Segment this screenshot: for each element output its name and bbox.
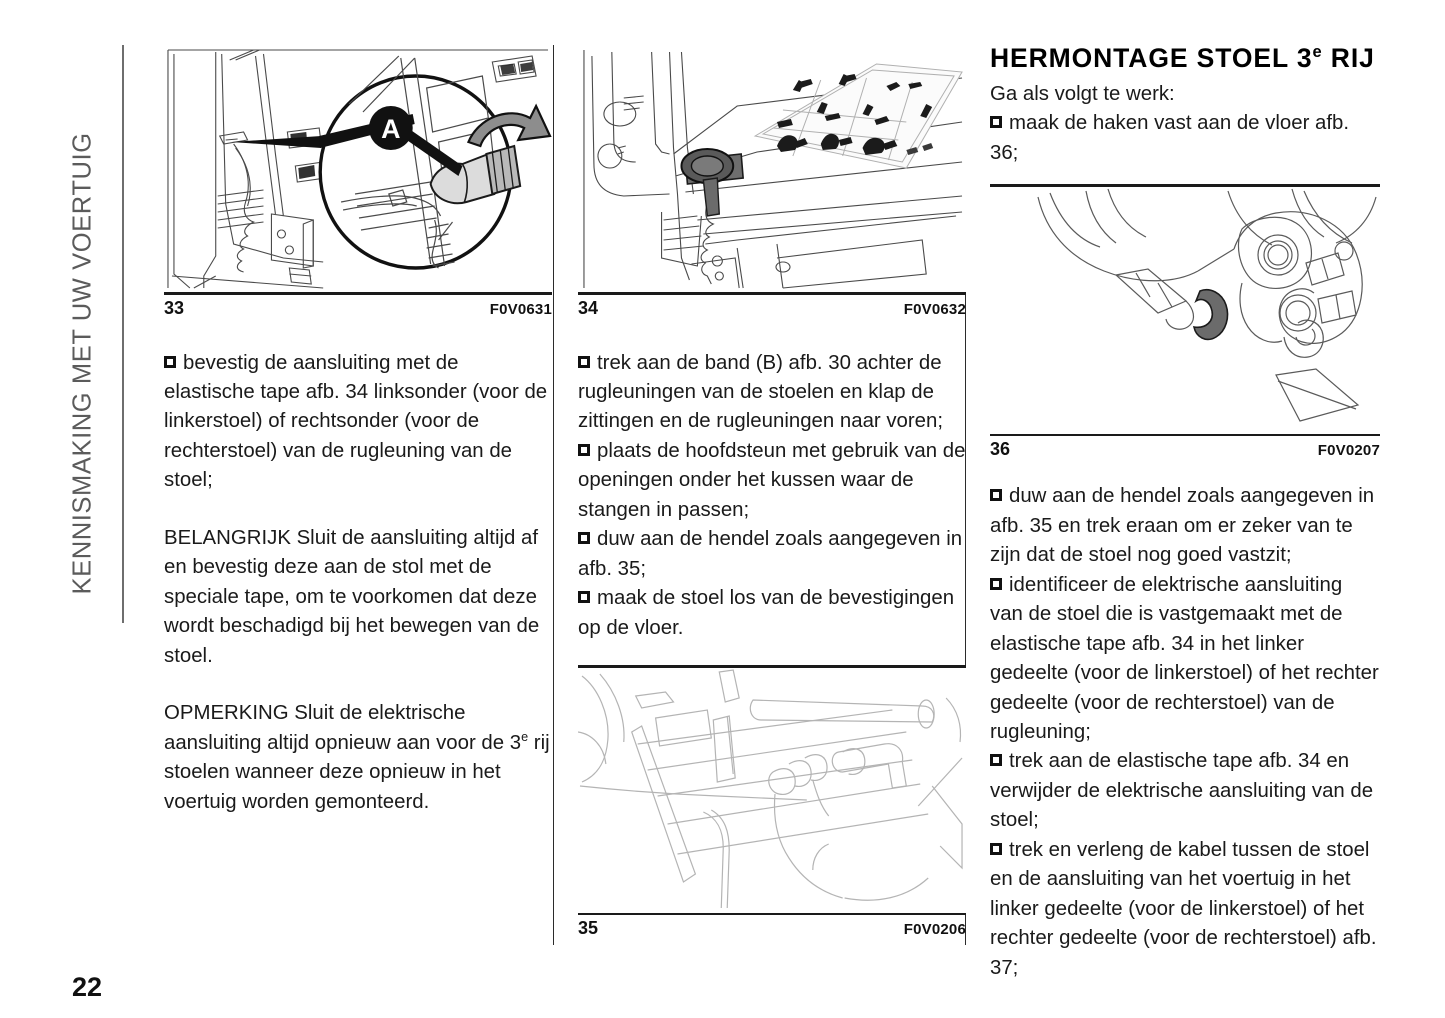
column3-bullet-1 [990, 482, 1380, 570]
column1-bullet-1-text: bevestig de aansluiting met de elastische tape afb. 34 linksonder (voor de linkerstoel) of rechtsonder (voor de rechterstoel) van de rugleuning van de stoel; [164, 351, 548, 492]
column1-remark-part1: OPMERKING Sluit de elektrische aansluiting altijd opnieuw aan voor de 3 [164, 702, 522, 754]
column2-bullet-2-text: plaats de hoofdsteun met gebruik van de openingen onder het kussen waar de stangen in passen; [578, 439, 966, 521]
page-title-part1: HERMONTAGE STOEL 3 [990, 43, 1313, 73]
page-title-superscript: e [1312, 43, 1323, 62]
figure-33-callout-a: A [381, 113, 401, 145]
column2-bullet-4 [578, 584, 966, 643]
column3-bullet-4 [990, 836, 1380, 983]
figure-33-caption [164, 295, 552, 319]
figure-33-artwork [164, 44, 552, 292]
square-bullet-icon [578, 532, 590, 544]
page-title [990, 44, 1380, 74]
square-bullet-icon [164, 356, 176, 368]
figure-35 [578, 665, 966, 939]
column-2 [578, 44, 966, 939]
column1-remark-superscript: e [521, 730, 529, 745]
column2-bullet-4-text: maak de stoel los van de bevestigingen op de vloer. [578, 587, 955, 639]
figure-35-number: 35 [578, 918, 599, 939]
figure-34-artwork [578, 44, 966, 292]
figure-33-code: F0V0631 [489, 300, 552, 318]
figure-34-number: 34 [578, 297, 599, 318]
column-divider-1 [553, 45, 554, 945]
column2-bullet-1-text: trek aan de band (B) afb. 30 achter de rugleuningen van de stoelen en klap de zittingen en de rugleuningen naar voren; [578, 351, 944, 433]
figure-34-caption [578, 295, 966, 319]
column3-bullet-4-text: trek en verleng de kabel tussen de stoel en de aansluiting van het voertuig in het linker gedeelte (voor de linkerstoel) of het rechter gedeelte (voor de rechterstoel) afb. 37; [990, 838, 1377, 979]
figure-35-artwork [578, 668, 966, 913]
square-bullet-icon [578, 356, 590, 368]
page-title-part2: RIJ [1322, 43, 1375, 73]
column-1 [164, 44, 552, 817]
column3-bullet-2 [990, 571, 1380, 748]
chapter-title: KENNISMAKING MET UW VOERTUIG [68, 132, 97, 595]
square-bullet-icon [578, 591, 590, 603]
column3-bullet-top-1 [990, 109, 1380, 168]
square-bullet-icon [578, 444, 590, 456]
figure-34-code: F0V0632 [903, 300, 966, 318]
square-bullet-icon [990, 843, 1002, 855]
column2-bullet-3-text: duw aan de hendel zoals aangegeven in afb. 35; [578, 528, 963, 580]
figure-36-code: F0V0207 [1317, 442, 1380, 460]
column2-bullet-1 [578, 349, 966, 437]
column3-bullet-top-1-text: maak de haken vast aan de vloer afb. 36; [990, 112, 1350, 164]
figure-33 [164, 44, 552, 319]
column1-remark-part2: rij stoelen wanneer deze opnieuw in het voertuig worden gemonteerd. [164, 731, 550, 813]
column1-bullet-1 [164, 349, 552, 496]
figure-33-number: 33 [164, 297, 185, 318]
square-bullet-icon [990, 489, 1002, 501]
square-bullet-icon [990, 754, 1002, 766]
column3-bullet-1-text: duw aan de hendel zoals aangegeven in afb. 35 en trek eraan om er zeker van te zijn dat de stoel nog goed vastzit; [990, 485, 1375, 567]
figure-36-number: 36 [990, 439, 1011, 460]
column-3 [990, 44, 1380, 983]
square-bullet-icon [990, 578, 1002, 590]
chapter-sidebar [0, 0, 135, 1018]
figure-35-caption [578, 915, 966, 939]
figure-36 [990, 184, 1380, 460]
column1-remark-note [164, 699, 552, 817]
column3-bullet-3 [990, 747, 1380, 835]
figure-34 [578, 44, 966, 319]
column2-bullet-2 [578, 437, 966, 525]
column1-important-note: BELANGRIJK Sluit de aansluiting altijd af en bevestig deze aan de stol met de speciale tape, om te voorkomen dat deze wordt beschadigd bij het bewegen van de stoel. [164, 526, 540, 667]
column2-bullet-3 [578, 525, 966, 584]
column3-bullet-3-text: trek aan de elastische tape afb. 34 en verwijder de elektrische aansluiting van de stoel; [990, 750, 1374, 832]
sidebar-rule [122, 45, 124, 623]
column3-bullet-2-text: identificeer de elektrische aansluiting van de stoel die is vastgemaakt met de elastische tape afb. 34 in het linker gedeelte (voor de linkerstoel) of het rechter gedeelte (voor de rechterstoel) van de rugleuning; [990, 573, 1379, 743]
figure-35-code: F0V0206 [903, 921, 966, 939]
figure-36-artwork [990, 187, 1380, 434]
column3-intro: Ga als volgt te werk: [990, 82, 1175, 105]
page-number: 22 [72, 972, 103, 1002]
square-bullet-icon [990, 116, 1002, 128]
figure-36-caption [990, 436, 1380, 460]
